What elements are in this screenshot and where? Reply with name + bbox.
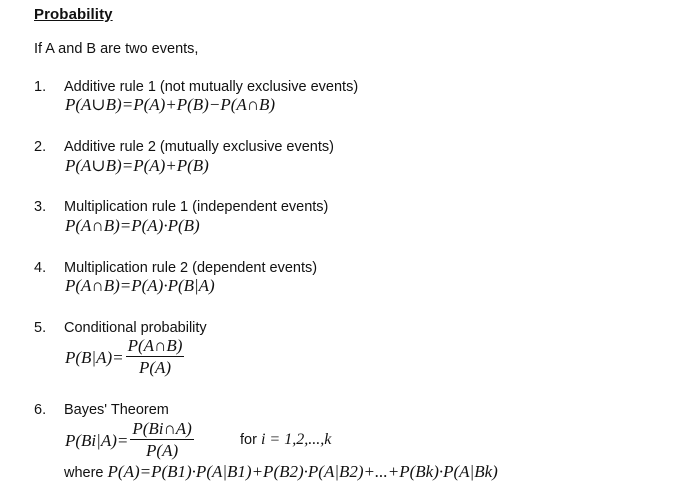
item-number: 6. — [34, 402, 47, 418]
total-probability-line — [64, 462, 498, 482]
formula-multiplication-rule-2: P(A∩B)=P(A)·P(B|A) — [65, 276, 215, 295]
condition-prefix: for — [240, 432, 257, 448]
page-title: Probability — [34, 6, 113, 23]
fraction-numerator: P(Bi∩A) — [132, 419, 192, 438]
fraction — [130, 419, 193, 462]
item-label: Additive rule 1 (not mutually exclusive events) — [64, 79, 359, 95]
item-number: 4. — [34, 260, 47, 276]
item-label: Bayes' Theorem — [64, 402, 169, 418]
fraction — [126, 336, 185, 379]
intro-text: If A and B are two events, — [34, 41, 199, 57]
fraction-denominator: P(A) — [138, 358, 172, 377]
formula-lhs: P(B|A)= — [65, 347, 124, 367]
formula-additive-rule-2: P(A∪B)=P(A)+P(B) — [65, 156, 209, 175]
fraction-numerator: P(A∩B) — [127, 336, 183, 355]
where-prefix: where — [64, 465, 104, 481]
formula-bayes-theorem — [65, 419, 196, 462]
item-label: Conditional probability — [64, 320, 207, 336]
formula-lhs: P(Bi|A)= — [65, 430, 129, 450]
item-label: Multiplication rule 1 (independent events) — [64, 199, 329, 215]
bayes-condition — [240, 431, 331, 449]
formula-multiplication-rule-1: P(A∩B)=P(A)·P(B) — [65, 216, 200, 235]
formula-additive-rule-1: P(A∪B)=P(A)+P(B)−P(A∩B) — [65, 95, 276, 114]
item-number: 3. — [34, 199, 47, 215]
item-number: 1. — [34, 79, 47, 95]
item-number: 2. — [34, 139, 47, 155]
total-probability-formula: P(A)=P(B1)·P(A|B1)+P(B2)·P(A|B2)+...+P(Bk)·P(A|Bk) — [107, 462, 498, 481]
condition-math: i = 1,2,...,k — [260, 431, 332, 448]
item-label: Multiplication rule 2 (dependent events) — [64, 260, 318, 276]
item-label: Additive rule 2 (mutually exclusive events) — [64, 139, 334, 155]
fraction-denominator: P(A) — [146, 441, 179, 460]
item-number: 5. — [34, 320, 47, 336]
formula-conditional-probability — [65, 336, 186, 379]
